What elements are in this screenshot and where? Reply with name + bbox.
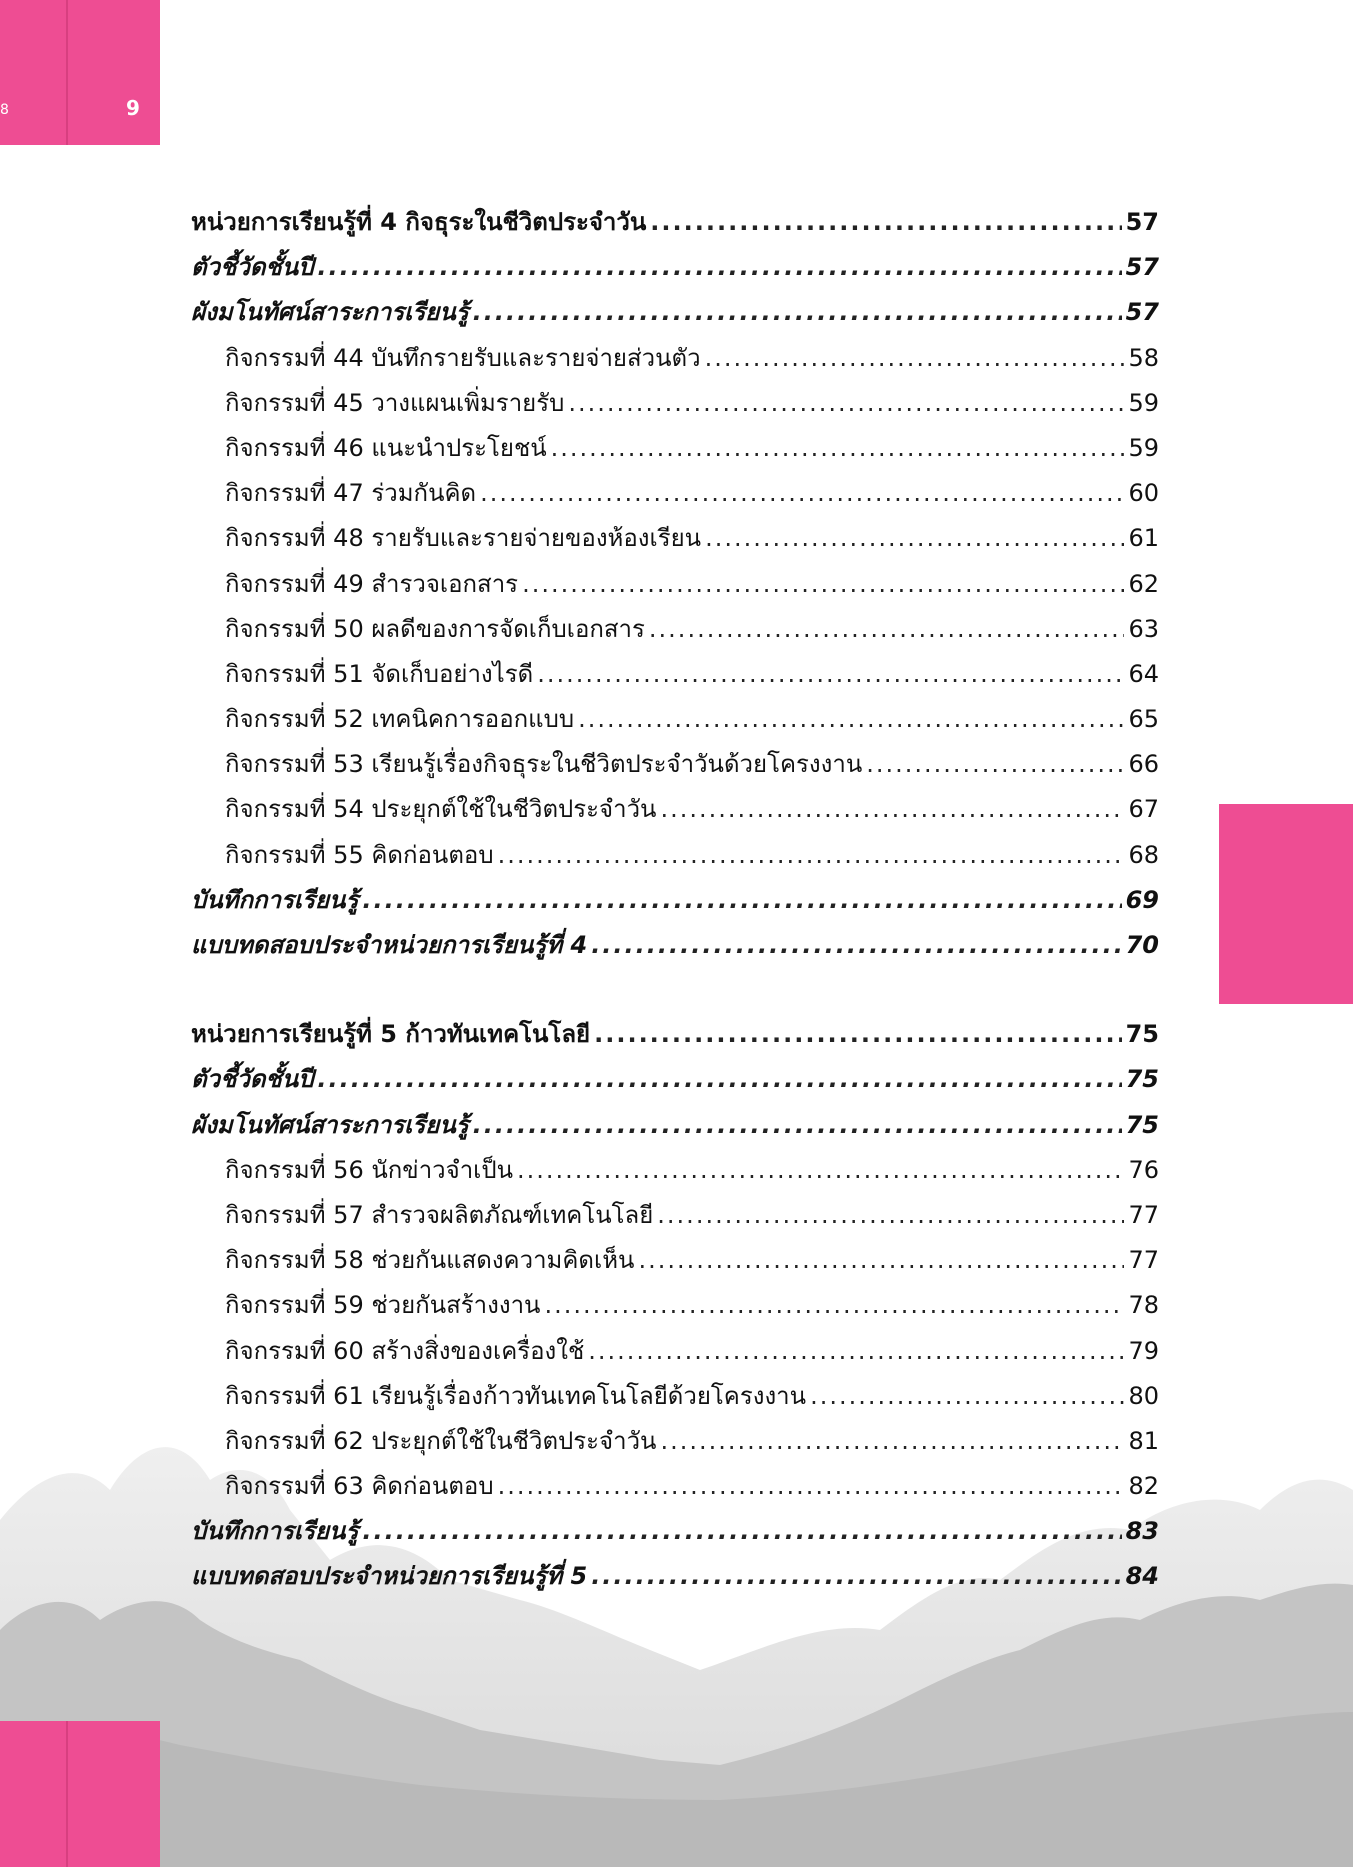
toc-activity[interactable]: กิจกรรมที่ 54 ประยุกต์ใช้ในชีวิตประจำวัน ..... 67 (191, 789, 1159, 834)
tab-seam (66, 0, 68, 145)
toc-activity[interactable]: กิจกรรมที่ 61 เรียนรู้เรื่องก้าวทันเทคโนโลยีด้วยโครงงาน ..... 80 (191, 1376, 1159, 1421)
toc-activity[interactable]: กิจกรรมที่ 50 ผลดีของการจัดเก็บเอกสาร ..... 63 (191, 609, 1159, 654)
section-spacer (191, 970, 1159, 1014)
toc-activity[interactable]: กิจกรรมที่ 62 ประยุกต์ใช้ในชีวิตประจำวัน ..... 81 (191, 1421, 1159, 1466)
toc-activity[interactable]: กิจกรรมที่ 49 สำรวจเอกสาร ..... 62 (191, 564, 1159, 609)
toc-activity[interactable]: กิจกรรมที่ 63 คิดก่อนตอบ ..... 82 (191, 1466, 1159, 1511)
page-tab-right (1219, 804, 1353, 1004)
tab-seam (66, 1721, 68, 1867)
edge-page-mark: 8 (0, 102, 9, 118)
toc-activity[interactable]: กิจกรรมที่ 44 บันทึกรายรับและรายจ่ายส่วนตัว ..... 58 (191, 338, 1159, 383)
toc-activity[interactable]: กิจกรรมที่ 58 ช่วยกันแสดงความคิดเห็น ..... 77 (191, 1240, 1159, 1285)
toc-activity[interactable]: กิจกรรมที่ 47 ร่วมกันคิด ..... 60 (191, 473, 1159, 518)
toc-activity[interactable]: กิจกรรมที่ 53 เรียนรู้เรื่องกิจธุระในชีวิตประจำวันด้วยโครงงาน ..... 66 (191, 744, 1159, 789)
toc-learning-notes[interactable]: บันทึกการเรียนรู้ ..... 83 (191, 1511, 1159, 1556)
toc-activity[interactable]: กิจกรรมที่ 46 แนะนำประโยชน์ ..... 59 (191, 428, 1159, 473)
page-tab-top (0, 0, 160, 145)
toc-activity[interactable]: กิจกรรมที่ 51 จัดเก็บอย่างไรดี ..... 64 (191, 654, 1159, 699)
toc-unit-heading[interactable]: หน่วยการเรียนรู้ที่ 4 กิจธุระในชีวิตประจำวัน ..... 57 (191, 202, 1159, 247)
page-tab-bottom (0, 1721, 160, 1867)
page-number: 9 (126, 96, 140, 120)
toc-concept-map[interactable]: ผังมโนทัศน์สาระการเรียนรู้ ..... 57 (191, 292, 1159, 337)
toc-activity[interactable]: กิจกรรมที่ 45 วางแผนเพิ่มรายรับ ..... 59 (191, 383, 1159, 428)
toc-indicators[interactable]: ตัวชี้วัดชั้นปี ..... 57 (191, 247, 1159, 292)
toc-activity[interactable]: กิจกรรมที่ 52 เทคนิคการออกแบบ ..... 65 (191, 699, 1159, 744)
toc-unit-test[interactable]: แบบทดสอบประจำหน่วยการเรียนรู้ที่ 4 ..... 70 (191, 925, 1159, 970)
toc-unit-test[interactable]: แบบทดสอบประจำหน่วยการเรียนรู้ที่ 5 ..... 84 (191, 1556, 1159, 1601)
toc-activity[interactable]: กิจกรรมที่ 48 รายรับและรายจ่ายของห้องเรียน ..... 61 (191, 518, 1159, 563)
toc-activity[interactable]: กิจกรรมที่ 55 คิดก่อนตอบ ..... 68 (191, 835, 1159, 880)
toc-activity[interactable]: กิจกรรมที่ 59 ช่วยกันสร้างงาน ..... 78 (191, 1285, 1159, 1330)
table-of-contents (191, 202, 1159, 1602)
toc-indicators[interactable]: ตัวชี้วัดชั้นปี ..... 75 (191, 1059, 1159, 1104)
toc-concept-map[interactable]: ผังมโนทัศน์สาระการเรียนรู้ ..... 75 (191, 1105, 1159, 1150)
toc-learning-notes[interactable]: บันทึกการเรียนรู้ ..... 69 (191, 880, 1159, 925)
toc-activity[interactable]: กิจกรรมที่ 57 สำรวจผลิตภัณฑ์เทคโนโลยี ..... 77 (191, 1195, 1159, 1240)
toc-activity[interactable]: กิจกรรมที่ 60 สร้างสิ่งของเครื่องใช้ ..... 79 (191, 1331, 1159, 1376)
toc-unit-heading[interactable]: หน่วยการเรียนรู้ที่ 5 ก้าวทันเทคโนโลยี ..... 75 (191, 1014, 1159, 1059)
toc-activity[interactable]: กิจกรรมที่ 56 นักข่าวจำเป็น ..... 76 (191, 1150, 1159, 1195)
